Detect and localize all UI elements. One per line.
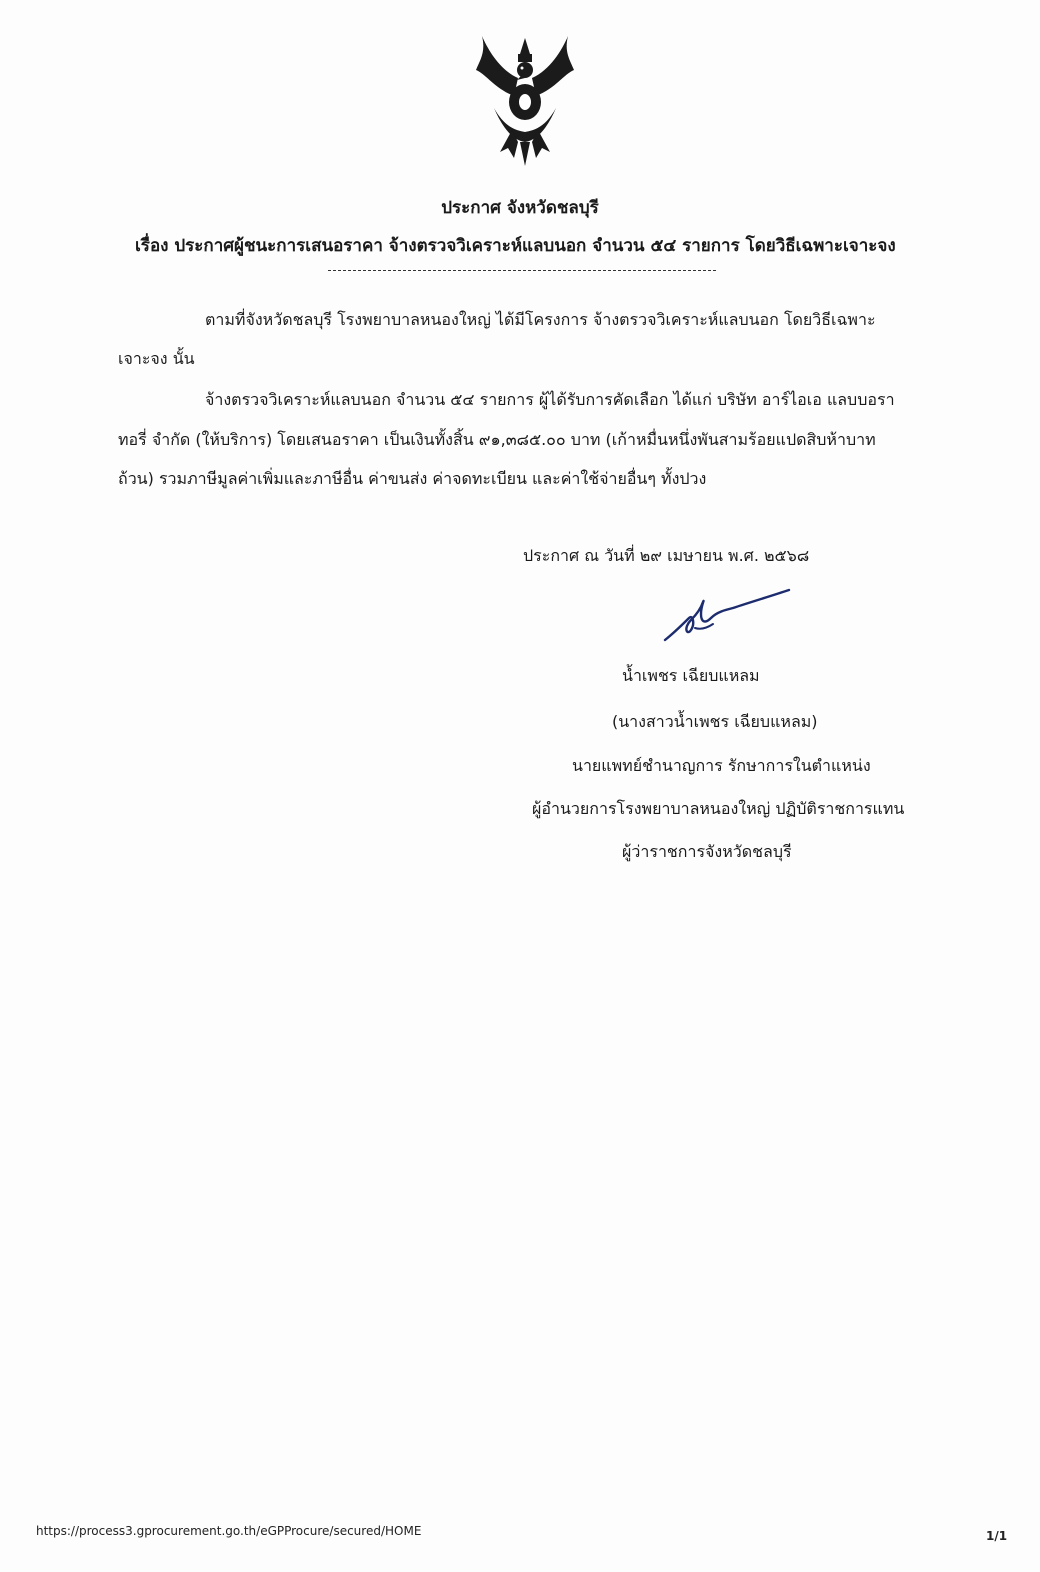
page-number: 1/1: [986, 1529, 1008, 1543]
paragraph-2-line-1: จ้างตรวจวิเคราะห์แลบนอก จำนวน ๕๔ รายการ ผู้ได้รับการคัดเลือก ได้แก่ บริษัท อาร์ไอเอ แลบบอรา: [205, 390, 895, 409]
footer-url: https://process3.gprocurement.go.th/eGPProcure/secured/HOME: [36, 1524, 422, 1538]
signatory-position-2: ผู้อำนวยการโรงพยาบาลหนองใหญ่ ปฏิบัติราชการแทน: [532, 799, 905, 818]
divider: [328, 270, 716, 271]
garuda-emblem-icon: [470, 30, 580, 170]
announcement-date: ประกาศ ณ วันที่ ๒๙ เมษายน พ.ศ. ๒๕๖๘: [523, 546, 810, 565]
signatory-position-1: นายแพทย์ชำนาญการ รักษาการในตำแหน่ง: [572, 756, 871, 775]
signature-icon: [655, 588, 795, 648]
paragraph-1-line-2: เจาะจง นั้น: [118, 349, 195, 368]
paragraph-1-line-1: ตามที่จังหวัดชลบุรี โรงพยาบาลหนองใหญ่ ได้มีโครงการ จ้างตรวจวิเคราะห์แลบนอก โดยวิธีเฉพาะ: [205, 310, 876, 329]
signatory-name: น้ำเพชร เฉียบแหลม: [622, 666, 760, 685]
paragraph-2-line-3: ถ้วน) รวมภาษีมูลค่าเพิ่มและภาษีอื่น ค่าขนส่ง ค่าจดทะเบียน และค่าใช้จ่ายอื่นๆ ทั้งปวง: [118, 469, 707, 488]
paragraph-2-line-2: ทอรี่ จำกัด (ให้บริการ) โดยเสนอราคา เป็นเงินทั้งสิ้น ๙๑,๓๘๕.๐๐ บาท (เก้าหมื่นหนึ่งพันสามร้อยแปดสิบห้าบาท: [118, 430, 876, 449]
announcement-subject: เรื่อง ประกาศผู้ชนะการเสนอราคา จ้างตรวจวิเคราะห์แลบนอก จำนวน ๕๔ รายการ โดยวิธีเฉพาะเจาะจง: [135, 236, 896, 256]
signatory-position-3: ผู้ว่าราชการจังหวัดชลบุรี: [622, 842, 792, 861]
announcement-title: ประกาศ จังหวัดชลบุรี: [441, 198, 599, 218]
signatory-full-name: (นางสาวน้ำเพชร เฉียบแหลม): [612, 712, 818, 731]
